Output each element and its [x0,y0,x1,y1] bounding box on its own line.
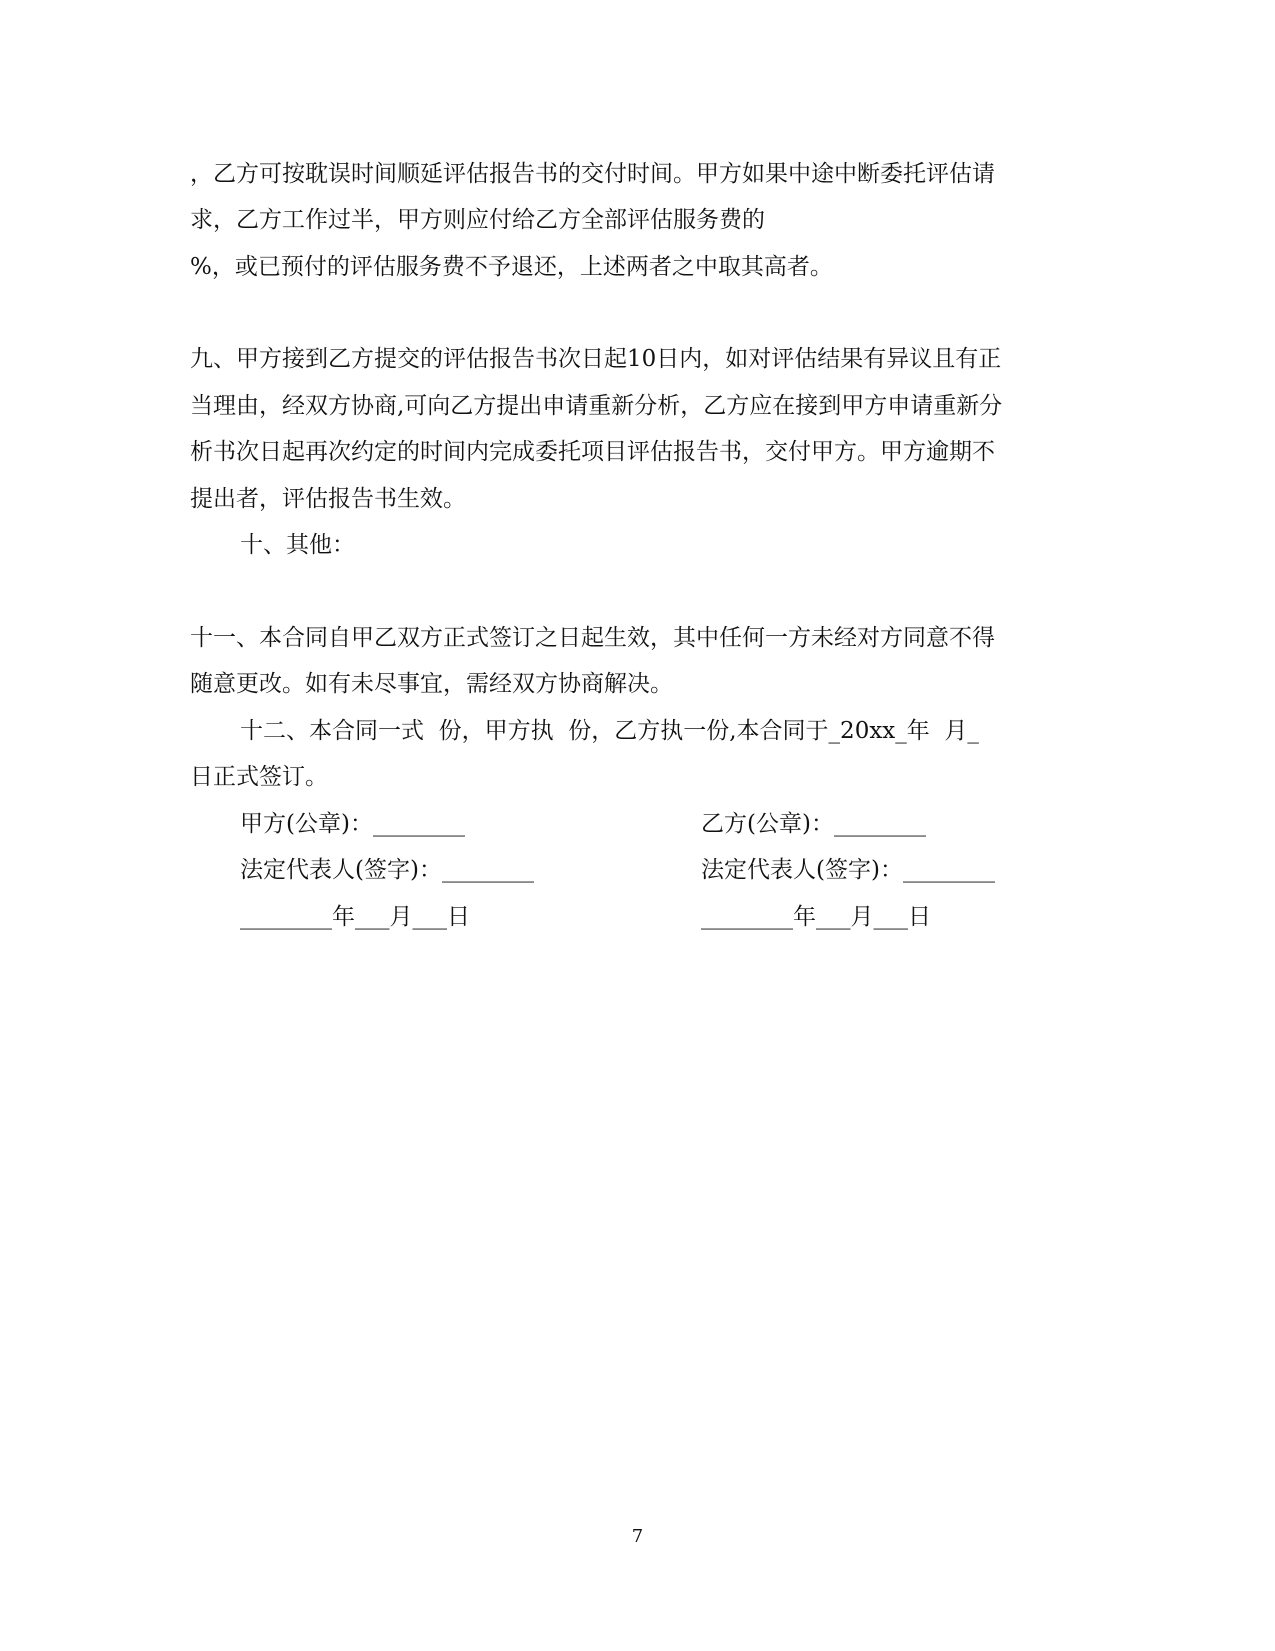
party-b-seal-field: 乙方(公章)：________ [701,811,926,837]
paragraph-8-line-1: ，乙方可按耽误时间顺延评估报告书的交付时间。甲方如果中途中断委托评估请 [190,161,995,187]
paragraph-11-line-2: 随意更改。如有未尽事宜，需经双方协商解决。 [190,671,673,697]
party-a-representative-field: 法定代表人(签字)：________ [240,857,534,883]
party-b-representative-field: 法定代表人(签字)：________ [701,857,995,883]
paragraph-8-line-2: 求，乙方工作过半，甲方则应付给乙方全部评估服务费的 [190,207,765,233]
paragraph-9-line-2: 当理由，经双方协商,可向乙方提出申请重新分析，乙方应在接到甲方申请重新分 [190,393,1003,419]
paragraph-10-line-1: 十、其他： [240,532,355,558]
paragraph-9-line-1: 九、甲方接到乙方提交的评估报告书次日起10日内，如对评估结果有异议且有正 [190,346,1002,372]
paragraph-9-line-3: 析书次日起再次约定的时间内完成委托项目评估报告书，交付甲方。甲方逾期不 [190,439,995,465]
page-number: 7 [631,1526,644,1547]
paragraph-8-line-3: %，或已预付的评估服务费不予退还，上述两者之中取其高者。 [190,254,833,280]
paragraph-11-line-1: 十一、本合同自甲乙双方正式签订之日起生效，其中任何一方未经对方同意不得 [190,625,995,651]
party-a-seal-field: 甲方(公章)：________ [240,811,465,837]
party-a-date-field: ________年___月___日 [240,904,470,930]
paragraph-9-line-4: 提出者，评估报告书生效。 [190,486,466,512]
paragraph-12-line-2: 日正式签订。 [190,764,328,790]
paragraph-12-line-1: 十二、本合同一式 份，甲方执 份，乙方执一份,本合同于_20xx_年 月_ [240,718,979,744]
party-b-date-field: ________年___月___日 [701,904,931,930]
